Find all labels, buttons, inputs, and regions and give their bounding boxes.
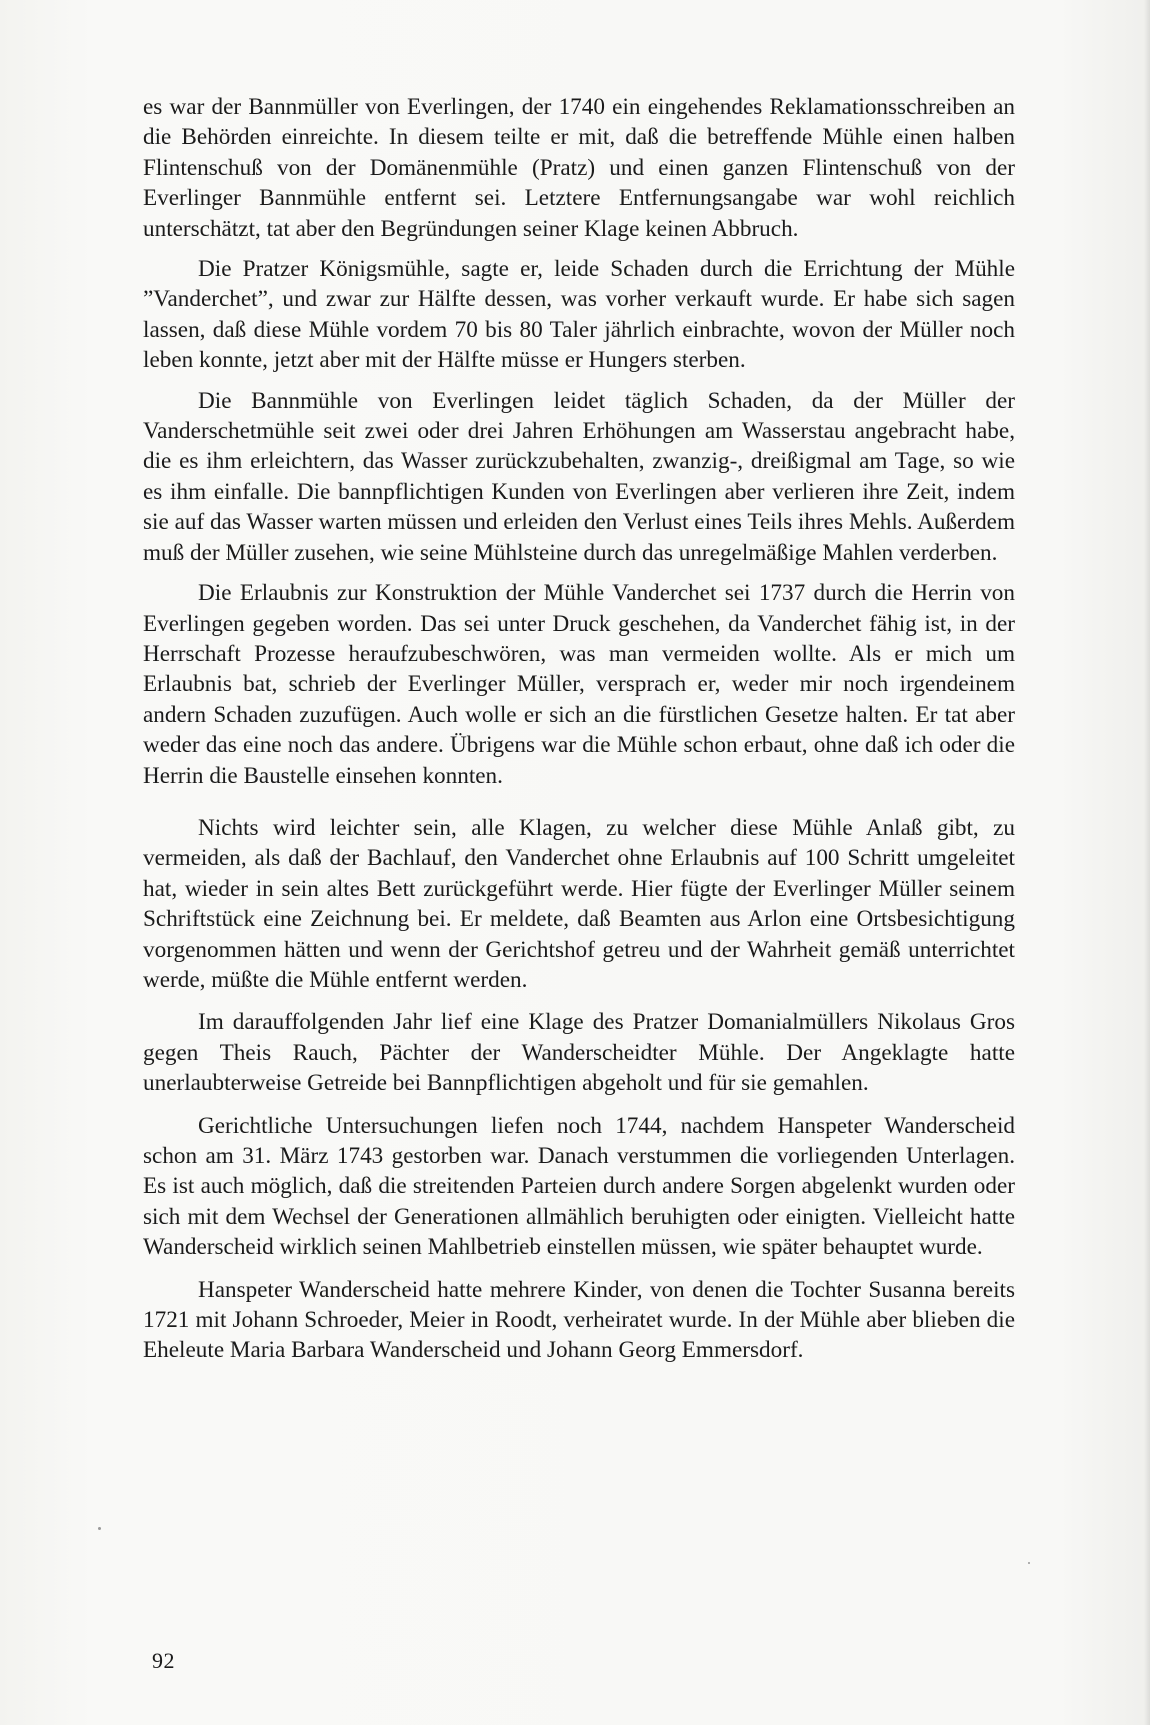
page-edge-shadow [1144,0,1150,1725]
paper-speck [98,1527,101,1530]
paragraph-8: Hanspeter Wanderscheid hatte mehrere Kinder, von denen die Tochter Susanna bereits 1721 mit Johann Schroeder, Meier in Roodt, verheiratet wurde. In der Mühle aber blieben die Eheleute Maria Barbara Wanderscheid und Johann Georg Emmersdorf. [143,1276,1015,1364]
paragraph-6: Im darauffolgenden Jahr lief eine Klage des Pratzer Domanialmüllers Nikolaus Gros gegen Theis Rauch, Pächter der Wanderscheidter Mühle. Der Angeklagte hatte unerlaubterweise Getreide bei Bannpflichtigen abgeholt und für sie gemahlen. [143,1009,1015,1097]
paragraph-3: Die Bannmühle von Everlingen leidet täglich Schaden, da der Müller der Vanderschetmühle seit zwei oder drei Jahren Erhöhungen am Wasserstau angebracht habe, die es ihm erleichtern, das Wasser zurückzubehalten, zwanzig-, dreißigmal am Tage, so wie es ihm einfalle. Die bannpflichtigen Kunden von Everlingen aber verlieren ihre Zeit, indem sie auf das Wasser warten müssen und erleiden den Verlust eines Teils ihres Mehls. Außerdem muß der Müller zusehen, wie seine Mühlsteine durch das unregelmäßige Mahlen verderben. [143,387,1015,566]
paragraph-4: Die Erlaubnis zur Konstruktion der Mühle Vanderchet sei 1737 durch die Herrin von Everlingen gegeben worden. Das sei unter Druck geschehen, da Vanderchet fähig ist, in der Herrschaft Prozesse heraufzubeschwören, was man vermeiden wollte. Als er mich um Erlaubnis bat, schrieb der Everlinger Müller, versprach er, weder mir noch irgendeinem andern Schaden zuzufügen. Auch wolle er sich an die fürstlichen Gesetze halten. Er tat aber weder das eine noch das andere. Übrigens war die Mühle schon erbaut, ohne daß ich oder die Herrin die Baustelle einsehen konnten. [143,580,1015,789]
paragraph-1: es war der Bannmüller von Everlingen, der 1740 ein eingehendes Reklamationsschreiben an die Behörden einreichte. In diesem teilte er mit, daß die betreffende Mühle einen halben Flintenschuß von der Domänenmühle (Pratz) und einen ganzen Flintenschuß von der Everlinger Bannmühle entfernt sei. Letztere Entfernungsangabe war wohl reichlich unterschätzt, tat aber den Begründungen seiner Klage keinen Abbruch. [143,94,1015,242]
body-text [143,92,1015,1366]
paper-speck [1028,1562,1030,1564]
paragraph-2: Die Pratzer Königsmühle, sagte er, leide Schaden durch die Errichtung der Mühle ”Vanderchet”, und zwar zur Hälfte dessen, was vorher verkauft wurde. Er habe sich sagen lassen, daß diese Mühle vordem 70 bis 80 Taler jährlich einbrachte, wovon der Müller noch leben konnte, jetzt aber mit der Hälfte müsse er Hungers sterben. [143,256,1015,374]
page-number: 92 [152,1648,175,1673]
paragraph-7: Gerichtliche Untersuchungen liefen noch 1744, nachdem Hanspeter Wanderscheid schon am 31. März 1743 gestorben war. Danach verstummen die vorliegenden Unterlagen. Es ist auch möglich, daß die streitenden Parteien durch andere Sorgen abgelenkt wurden oder sich mit dem Wechsel der Generationen allmählich beruhigten oder einigten. Vielleicht hatte Wanderscheid wirklich seinen Mahlbetrieb einstellen müssen, wie später behauptet wurde. [143,1112,1015,1261]
paragraph-5: Nichts wird leichter sein, alle Klagen, zu welcher diese Mühle Anlaß gibt, zu vermeiden, als daß der Bachlauf, den Vanderchet ohne Erlaubnis auf 100 Schritt umgeleitet hat, wieder in sein altes Bett zurückgeführt werde. Hier fügte der Everlinger Müller seinem Schriftstück eine Zeichnung bei. Er meldete, daß Beamten aus Arlon eine Ortsbesichtigung vorgenommen hätten und wenn der Gerichtshof getreu und der Wahrheit gemäß unterrichtet werde, müßte die Mühle entfernt werden. [143,814,1015,993]
